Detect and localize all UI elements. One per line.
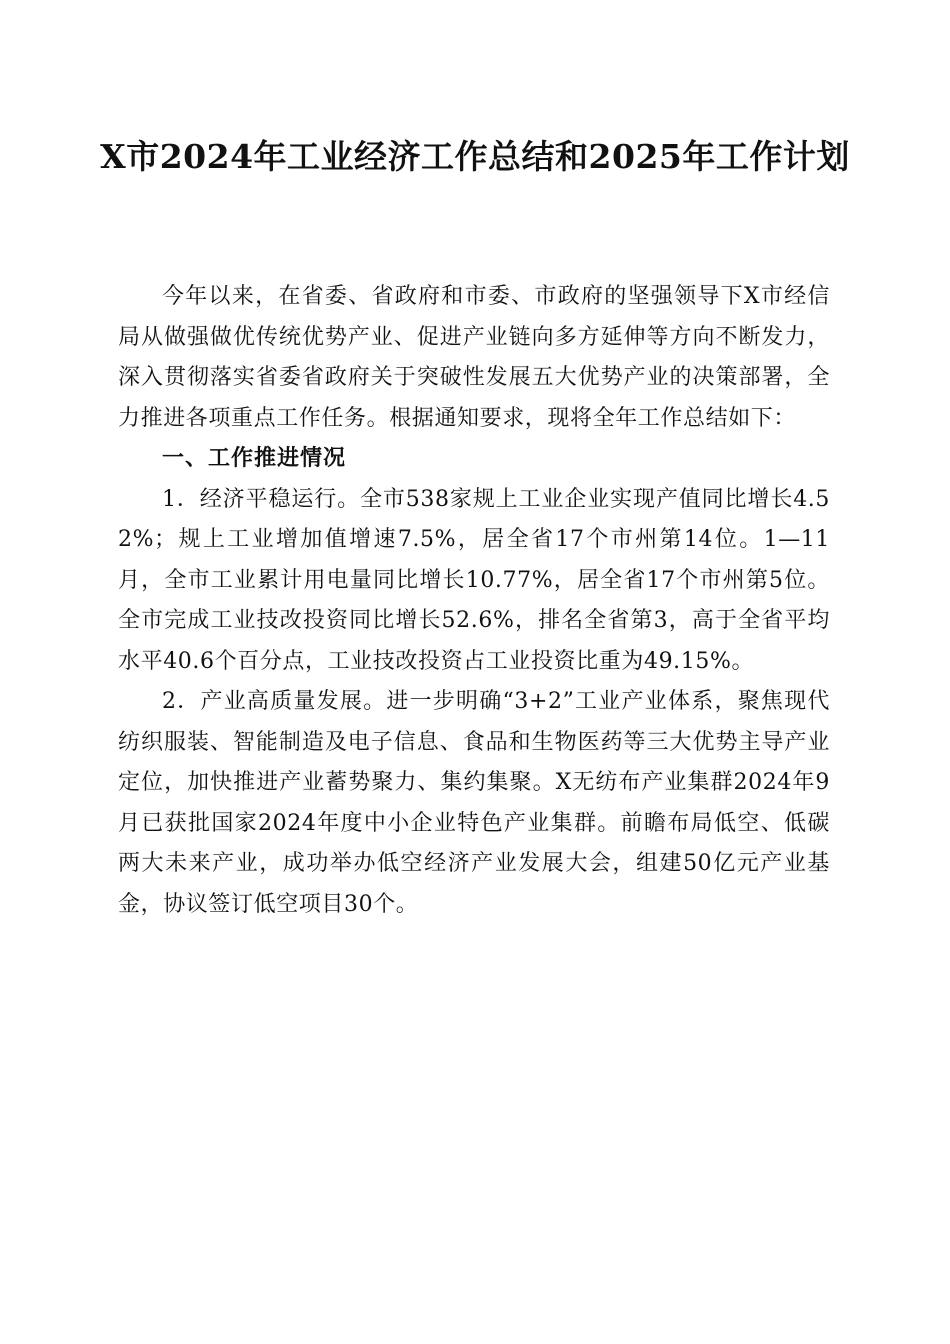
paragraph-industry: 2．产业高质量发展。进一步明确“3+2”工业产业体系，聚焦现代纺织服装、智能制造及电子信息、食品和生物医药等三大优势主导产业定位，加快推进产业蓄势聚力、集约集聚。X无纺布产业集群2024年9月已获批国家2024年度中小企业特色产业集群。前瞻布局低空、低碳两大未来产业，成功举办低空经济产业发展大会，组建50亿元产业基金，协议签订低空项目30个。 [118, 689, 830, 917]
paragraph-economy: 1．经济平稳运行。全市538家规上工业企业实现产值同比增长4.52%；规上工业增加值增速7.5%，居全省17个市州第14位。1—11月，全市工业累计用电量同比增长10.77%，居全省17个市州第5位。全市完成工业技改投资同比增长52.6%，排名全省第3，高于全省平均水平40.6个百分点，工业技改投资占工业投资比重为49.15%。 [118, 486, 830, 674]
section-heading: 一、工作推进情况 [162, 446, 347, 471]
document-body [118, 277, 830, 925]
document-title: X市2024年工业经济工作总结和2025年工作计划 [100, 137, 850, 176]
intro-paragraph: 今年以来，在省委、省政府和市委、市政府的坚强领导下X市经信局从做强做优传统优势产业、促进产业链向多方延伸等方向不断发力，深入贯彻落实省委省政府关于突破性发展五大优势产业的决策部署，全力推进各项重点工作任务。根据通知要求，现将全年工作总结如下： [118, 284, 830, 431]
